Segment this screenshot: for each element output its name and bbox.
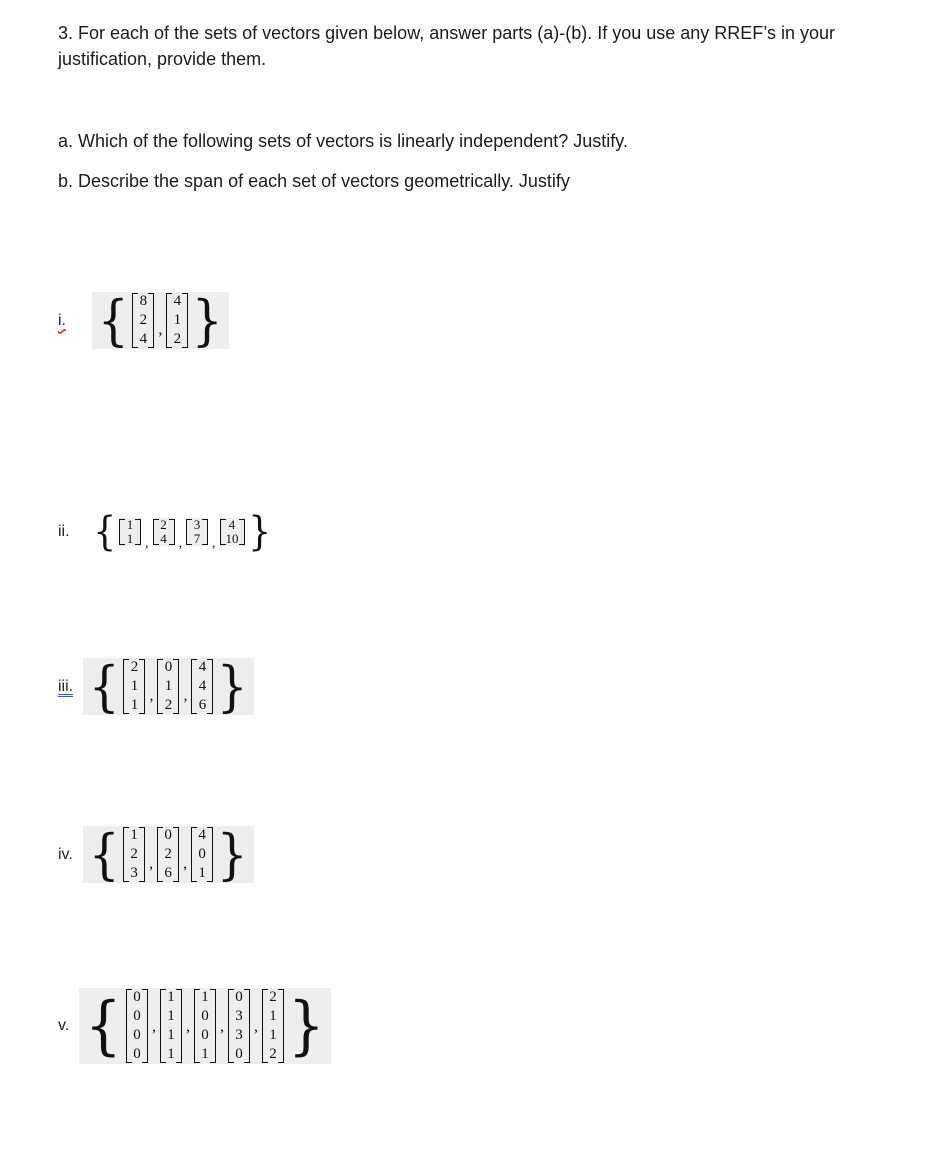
set-ii — [88, 509, 276, 555]
vector-entry: 2 — [164, 846, 172, 862]
vector — [228, 988, 250, 1064]
vector — [262, 988, 284, 1064]
open-brace: { — [97, 288, 129, 352]
comma: , — [183, 687, 188, 704]
vector-entry: 1 — [201, 989, 209, 1005]
vector — [126, 988, 148, 1064]
set-v — [79, 988, 330, 1064]
vector-entry: 2 — [173, 331, 182, 347]
vector-entry: 1 — [167, 1046, 175, 1062]
comma: , — [145, 536, 149, 551]
open-brace: { — [85, 989, 122, 1063]
close-brace: } — [216, 822, 248, 886]
vector — [123, 658, 145, 715]
comma: , — [183, 855, 188, 872]
vector-entry: 3 — [235, 1027, 243, 1043]
vector-entry: 0 — [198, 846, 206, 862]
vector-entry: 0 — [201, 1008, 209, 1024]
vector-entry: 2 — [164, 697, 173, 713]
vector-entry: 4 — [139, 331, 148, 347]
vector-entry: 8 — [139, 293, 148, 309]
comma: , — [149, 687, 154, 704]
close-brace: } — [247, 509, 271, 555]
vector-entry: 2 — [130, 659, 139, 675]
open-brace: { — [92, 509, 116, 555]
vector — [160, 988, 182, 1064]
vector-entry: 1 — [130, 827, 138, 843]
open-brace: { — [88, 822, 120, 886]
vector-entry: 1 — [130, 697, 139, 713]
set-i — [92, 288, 229, 352]
vector — [186, 518, 208, 546]
vector — [157, 826, 179, 883]
vector-entry: 1 — [269, 1027, 277, 1043]
vector-entry: 1 — [126, 517, 134, 532]
set-iii — [83, 654, 254, 718]
item-label-i: i. — [58, 311, 66, 329]
vector-entry: 0 — [133, 989, 141, 1005]
vector-entry: 1 — [173, 312, 182, 328]
vector-entry: 2 — [269, 1046, 277, 1062]
vector-entry: 7 — [193, 531, 201, 546]
close-brace: } — [288, 989, 325, 1063]
part-b-text: b. Describe the span of each set of vectors geometrically. Justify — [58, 171, 570, 191]
vector-entry: 1 — [269, 1008, 277, 1024]
vector-entry: 2 — [160, 517, 167, 532]
vector-entry: 4 — [160, 531, 167, 546]
vector — [119, 518, 141, 546]
vector — [191, 658, 213, 715]
vector-entry: 0 — [201, 1027, 209, 1043]
vector-entry: 1 — [198, 865, 206, 881]
vector — [157, 658, 179, 715]
item-label-ii: ii. — [58, 523, 70, 540]
vector-entry: 6 — [164, 865, 172, 881]
vector-entry: 10 — [225, 531, 239, 546]
vector-entry: 1 — [130, 678, 139, 694]
vector-entry: 2 — [269, 989, 277, 1005]
vector-entry: 1 — [164, 678, 173, 694]
open-brace: { — [88, 654, 120, 718]
vector — [220, 518, 245, 546]
question-line-1: 3. For each of the sets of vectors given below, answer parts (a)-(b). If you use any RREF’s in your — [58, 23, 836, 43]
item-label-iii: iii. — [58, 677, 74, 695]
vector-entry: 4 — [198, 659, 207, 675]
comma: , — [178, 536, 183, 551]
question-line-2: justification, provide them. — [58, 49, 267, 69]
vector-entry: 2 — [139, 312, 148, 328]
vector-set-ii — [58, 509, 276, 555]
vector-entry: 0 — [235, 989, 243, 1005]
vector — [194, 988, 216, 1064]
vector — [132, 292, 154, 349]
vector — [123, 826, 145, 883]
vector-entry: 4 — [228, 517, 236, 532]
vector-entry: 1 — [167, 989, 175, 1005]
close-brace: } — [192, 288, 224, 352]
vector — [191, 826, 213, 883]
comma: , — [212, 536, 216, 551]
vector-set-iv — [58, 822, 254, 886]
set-iv — [83, 822, 254, 886]
comma: , — [185, 1018, 190, 1035]
vector-entry: 1 — [167, 1008, 175, 1024]
vector-set-i — [58, 288, 229, 352]
item-label-iv: iv. — [58, 845, 73, 863]
vector-entry: 4 — [198, 678, 207, 694]
comma: , — [219, 1018, 224, 1035]
vector-entry: 0 — [133, 1027, 141, 1043]
vector-entry: 0 — [235, 1046, 243, 1062]
part-a-text: a. Which of the following sets of vectors is linearly independent? Justify. — [58, 131, 628, 151]
vector-entry: 4 — [198, 827, 206, 843]
vector-set-v — [58, 988, 331, 1064]
vector-entry: 2 — [130, 846, 138, 862]
vector-entry: 0 — [133, 1046, 141, 1062]
vector-entry: 3 — [235, 1008, 243, 1024]
comma: , — [253, 1018, 258, 1035]
vector-entry: 0 — [133, 1008, 141, 1024]
vector-entry: 3 — [193, 517, 201, 532]
item-label-v: v. — [58, 1017, 70, 1034]
comma: , — [151, 1018, 156, 1035]
vector-set-iii — [58, 654, 254, 718]
comma: , — [149, 855, 154, 872]
vector-entry: 0 — [164, 659, 173, 675]
vector-entry: 3 — [130, 865, 138, 881]
vector — [166, 292, 188, 349]
vector-entry: 0 — [164, 827, 172, 843]
close-brace: } — [217, 654, 249, 718]
vector-entry: 1 — [201, 1046, 209, 1062]
vector-entry: 6 — [198, 697, 207, 713]
vector — [153, 518, 175, 546]
vector-entry: 4 — [173, 293, 182, 309]
vector-entry: 1 — [126, 531, 134, 546]
comma: , — [158, 321, 163, 338]
vector-entry: 1 — [167, 1027, 175, 1043]
